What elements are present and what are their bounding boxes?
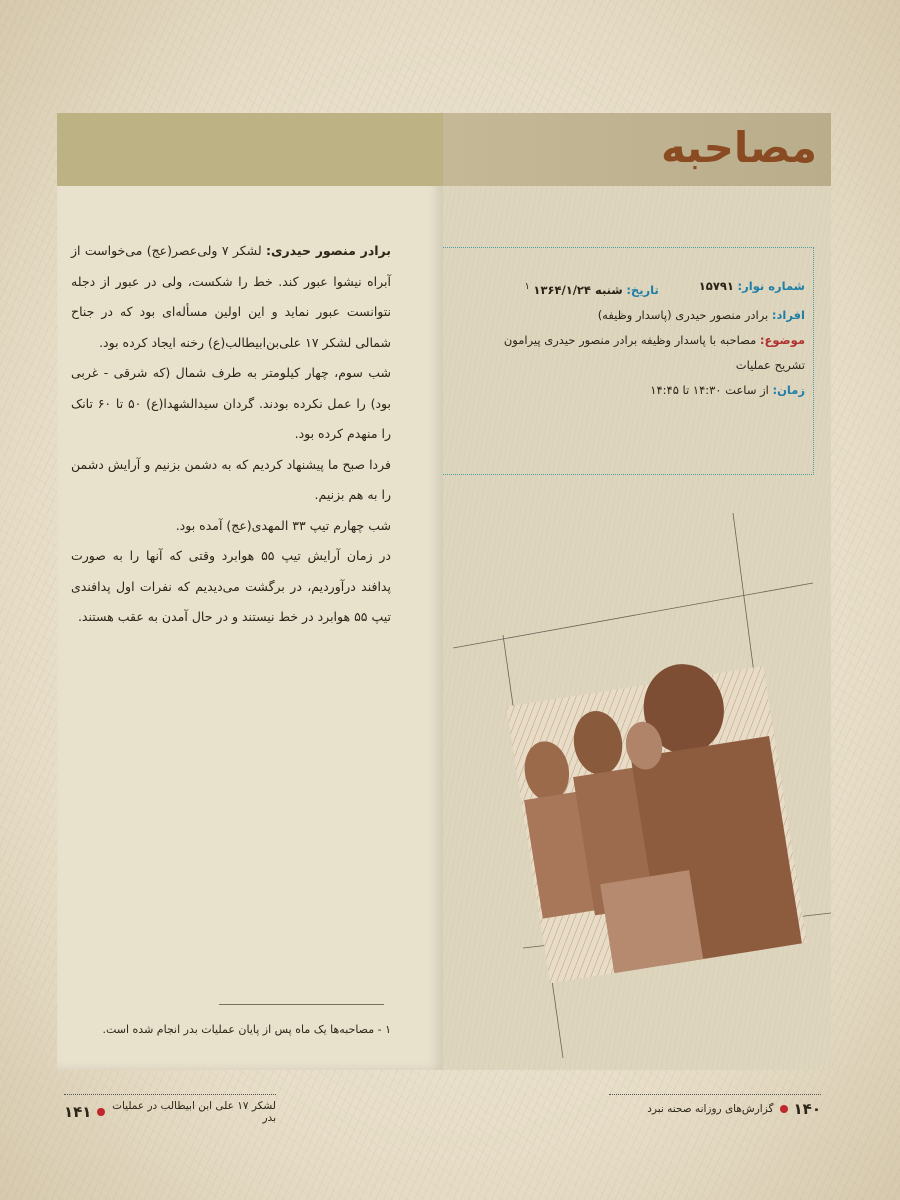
date-footnote-marker: ۱ [524, 281, 530, 292]
paragraph-1 [71, 236, 391, 358]
paragraph-1-text: لشکر ۷ ولی‌عصر(عج) می‌خواست از آبراه نیشوا عبور کند. خط را شکست، ولی در عبور از دجله نتوانست عبور نماید و این اولین مسأله‌ای بود که در جناح شمالی لشکر ۱۷ علی‌بن‌ابیطالب(ع) رخنه ایجاد کرده بود. [71, 243, 391, 350]
left-header-band [57, 113, 443, 186]
red-dot-icon [780, 1105, 788, 1113]
red-dot-icon [97, 1108, 104, 1116]
footer-right-text: گزارش‌های روزانه صحنه نبرد [647, 1103, 774, 1115]
page-title: مصاحبه [660, 123, 817, 172]
photo-guide-line-top [453, 583, 813, 648]
footer-left-text: لشکر ۱۷ علی ابن ابیطالب در عملیات بدر [112, 1100, 276, 1124]
footer-left [64, 1100, 276, 1124]
footer-rule-right [609, 1094, 821, 1095]
paragraph-4: شب چهارم تیپ ۳۳ المهدی(عج) آمده بود. [175, 517, 391, 533]
topic-value: مصاحبه با پاسدار وظیفه برادر منصور حیدری پیرامون تشریح عملیات [503, 332, 805, 372]
photo-frame [504, 651, 807, 983]
paragraph-5: در زمان آرایش تیپ ۵۵ هوابرد وقتی که آنها را به صورت پدافند درآوردیم، در برگشت می‌دیدیم که نفرات اول پدافندی تیپ ۵۵ هوابرد در خط نیستند و در حال آمدن به عقب هستند. [71, 548, 391, 624]
people-value: برادر منصور حیدری (پاسدار وظیفه) [597, 307, 769, 322]
right-page [443, 113, 831, 1070]
paragraph-2: شب سوم، چهار کیلومتر به طرف شمال (که شرقی - غربی بود) را عمل نکرده بودند. گردان سیدالشهدا(ع) ۵۰ تا ۶۰ تانک را منهدم کرده بود. [71, 365, 391, 441]
left-page [57, 113, 443, 1070]
footer-right [609, 1100, 821, 1118]
tape-label: شماره نوار: [737, 279, 805, 293]
time-value: از ساعت ۱۴:۳۰ تا ۱۴:۴۵ [650, 382, 769, 397]
soldiers-photo [443, 113, 831, 1070]
people-label: افراد: [771, 307, 805, 322]
footnote-rule [219, 1004, 384, 1005]
interview-body [71, 236, 391, 633]
topic-label: موضوع: [759, 332, 805, 347]
tape-value: ۱۵۷۹۱ [698, 279, 734, 293]
footnote: ۱ - مصاحبه‌ها یک ماه پس از پایان عملیات بدر انجام شده است. [102, 1023, 391, 1036]
book-spread [57, 113, 831, 1070]
figure-foreground [600, 870, 703, 973]
date-value: شنبه ۱۳۶۴/۱/۲۴ [533, 282, 623, 297]
time-label: زمان: [772, 382, 805, 397]
photo-area [443, 113, 831, 1070]
page-number-left: ۱۴۱ [64, 1103, 92, 1121]
footer-rule-left [64, 1094, 276, 1095]
date-label: تاریخ: [626, 282, 659, 297]
speaker-name: برادر منصور حیدری: [266, 243, 391, 258]
paragraph-3: فردا صبح ما پیشنهاد کردیم که به دشمن بزنیم و آرایش دشمن را به هم بزنیم. [71, 456, 391, 502]
page-number-right: ۱۴۰ [793, 1100, 821, 1118]
